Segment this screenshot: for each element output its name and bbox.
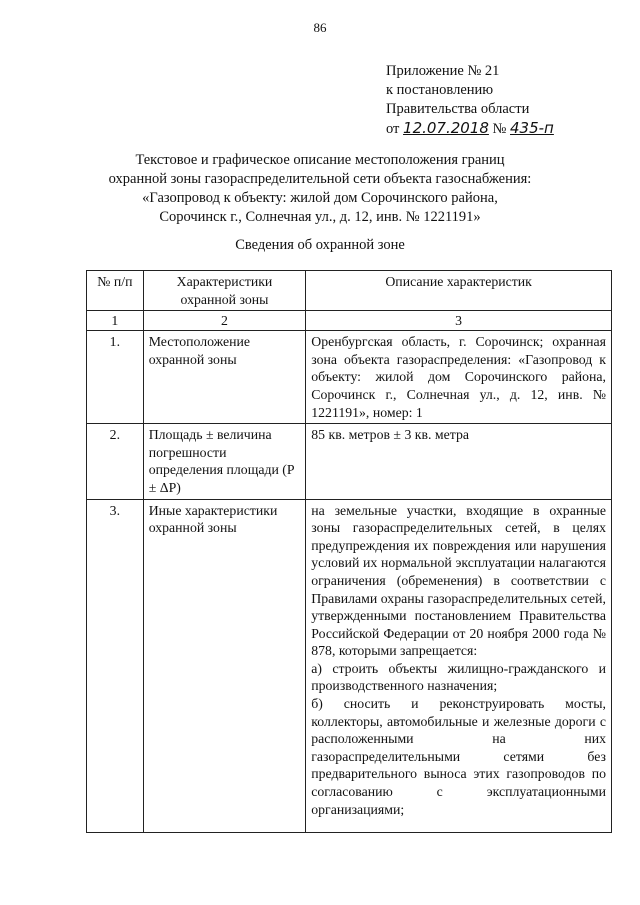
appendix-line-2: к постановлению: [386, 82, 494, 98]
row-description: 85 кв. метров ± 3 кв. метра: [306, 424, 612, 499]
from-label: от: [386, 121, 400, 137]
page-number: 86: [313, 20, 327, 35]
row-characteristic: Иные характеристики охранной зоны: [143, 499, 306, 832]
title-line-3: «Газопровод к объекту: жилой дом Сорочинского района,: [142, 190, 498, 206]
document-title: [80, 151, 560, 227]
appendix-block: [386, 62, 554, 139]
header-description: Описание характеристик: [306, 271, 612, 311]
appendix-number: 435-п: [510, 119, 554, 137]
appendix-date: 12.07.2018: [403, 119, 489, 137]
appendix-line-3: Правительства области: [386, 101, 530, 117]
table-row: [87, 424, 612, 499]
row-characteristic: Площадь ± величина погрешности определения площади (P ± ΔP): [143, 424, 306, 499]
column-number-1: 1: [87, 311, 144, 331]
title-line-2: охранной зоны газораспределительной сети объекта газоснабжения:: [108, 171, 532, 187]
header-characteristics: Характеристики охранной зоны: [143, 271, 306, 311]
column-number-2: 2: [143, 311, 306, 331]
restriction-item-a: а) строить объекты жилищно-гражданского и производственного назначения;: [311, 660, 606, 694]
header-num: № п/п: [87, 271, 144, 311]
column-number-3: 3: [306, 311, 612, 331]
row-characteristic: Местоположение охранной зоны: [143, 331, 306, 424]
protection-zone-table: [86, 270, 612, 833]
section-subtitle: Сведения об охранной зоне: [235, 237, 405, 253]
restriction-item-b: б) сносить и реконструировать мосты, коллекторы, автомобильные и железные дороги с расположенными на них газораспределительными сетями без предварительного выноса этих газопроводов по согласованию с эксплуатационными организациями;: [311, 696, 606, 817]
table-row: [87, 331, 612, 424]
row-description: Оренбургская область, г. Сорочинск; охранная зона объекта газораспределения: «Газопровод к объекту: жилой дом Сорочинского района, Сорочинск г., Солнечная ул., д. 12, инв. № 1221191», номер: 1: [306, 331, 612, 424]
row-number: 2.: [87, 424, 144, 499]
number-label: №: [492, 121, 507, 137]
description-intro: на земельные участки, входящие в охранные зоны газораспределительных сетей, в целях предупреждения их повреждения или нарушения условий их нормальной эксплуатации налагаются ограничения (обременения) в соответствии с Правилами охраны газораспределительных сетей, утвержденными постановлением Правительства Российской Федерации от 20 ноября 2000 года № 878, которыми запрещается:: [311, 502, 606, 659]
row-number: 3.: [87, 499, 144, 832]
title-line-4: Сорочинск г., Солнечная ул., д. 12, инв. № 1221191»: [159, 209, 481, 225]
row-number: 1.: [87, 331, 144, 424]
table-row: [87, 499, 612, 832]
table-header-row: [87, 271, 612, 311]
appendix-line-1: Приложение № 21: [386, 63, 500, 79]
appendix-line-4: [386, 119, 554, 139]
title-line-1: Текстовое и графическое описание местоположения границ: [135, 152, 505, 168]
row-description: [306, 499, 612, 832]
column-numbers-row: [87, 311, 612, 331]
